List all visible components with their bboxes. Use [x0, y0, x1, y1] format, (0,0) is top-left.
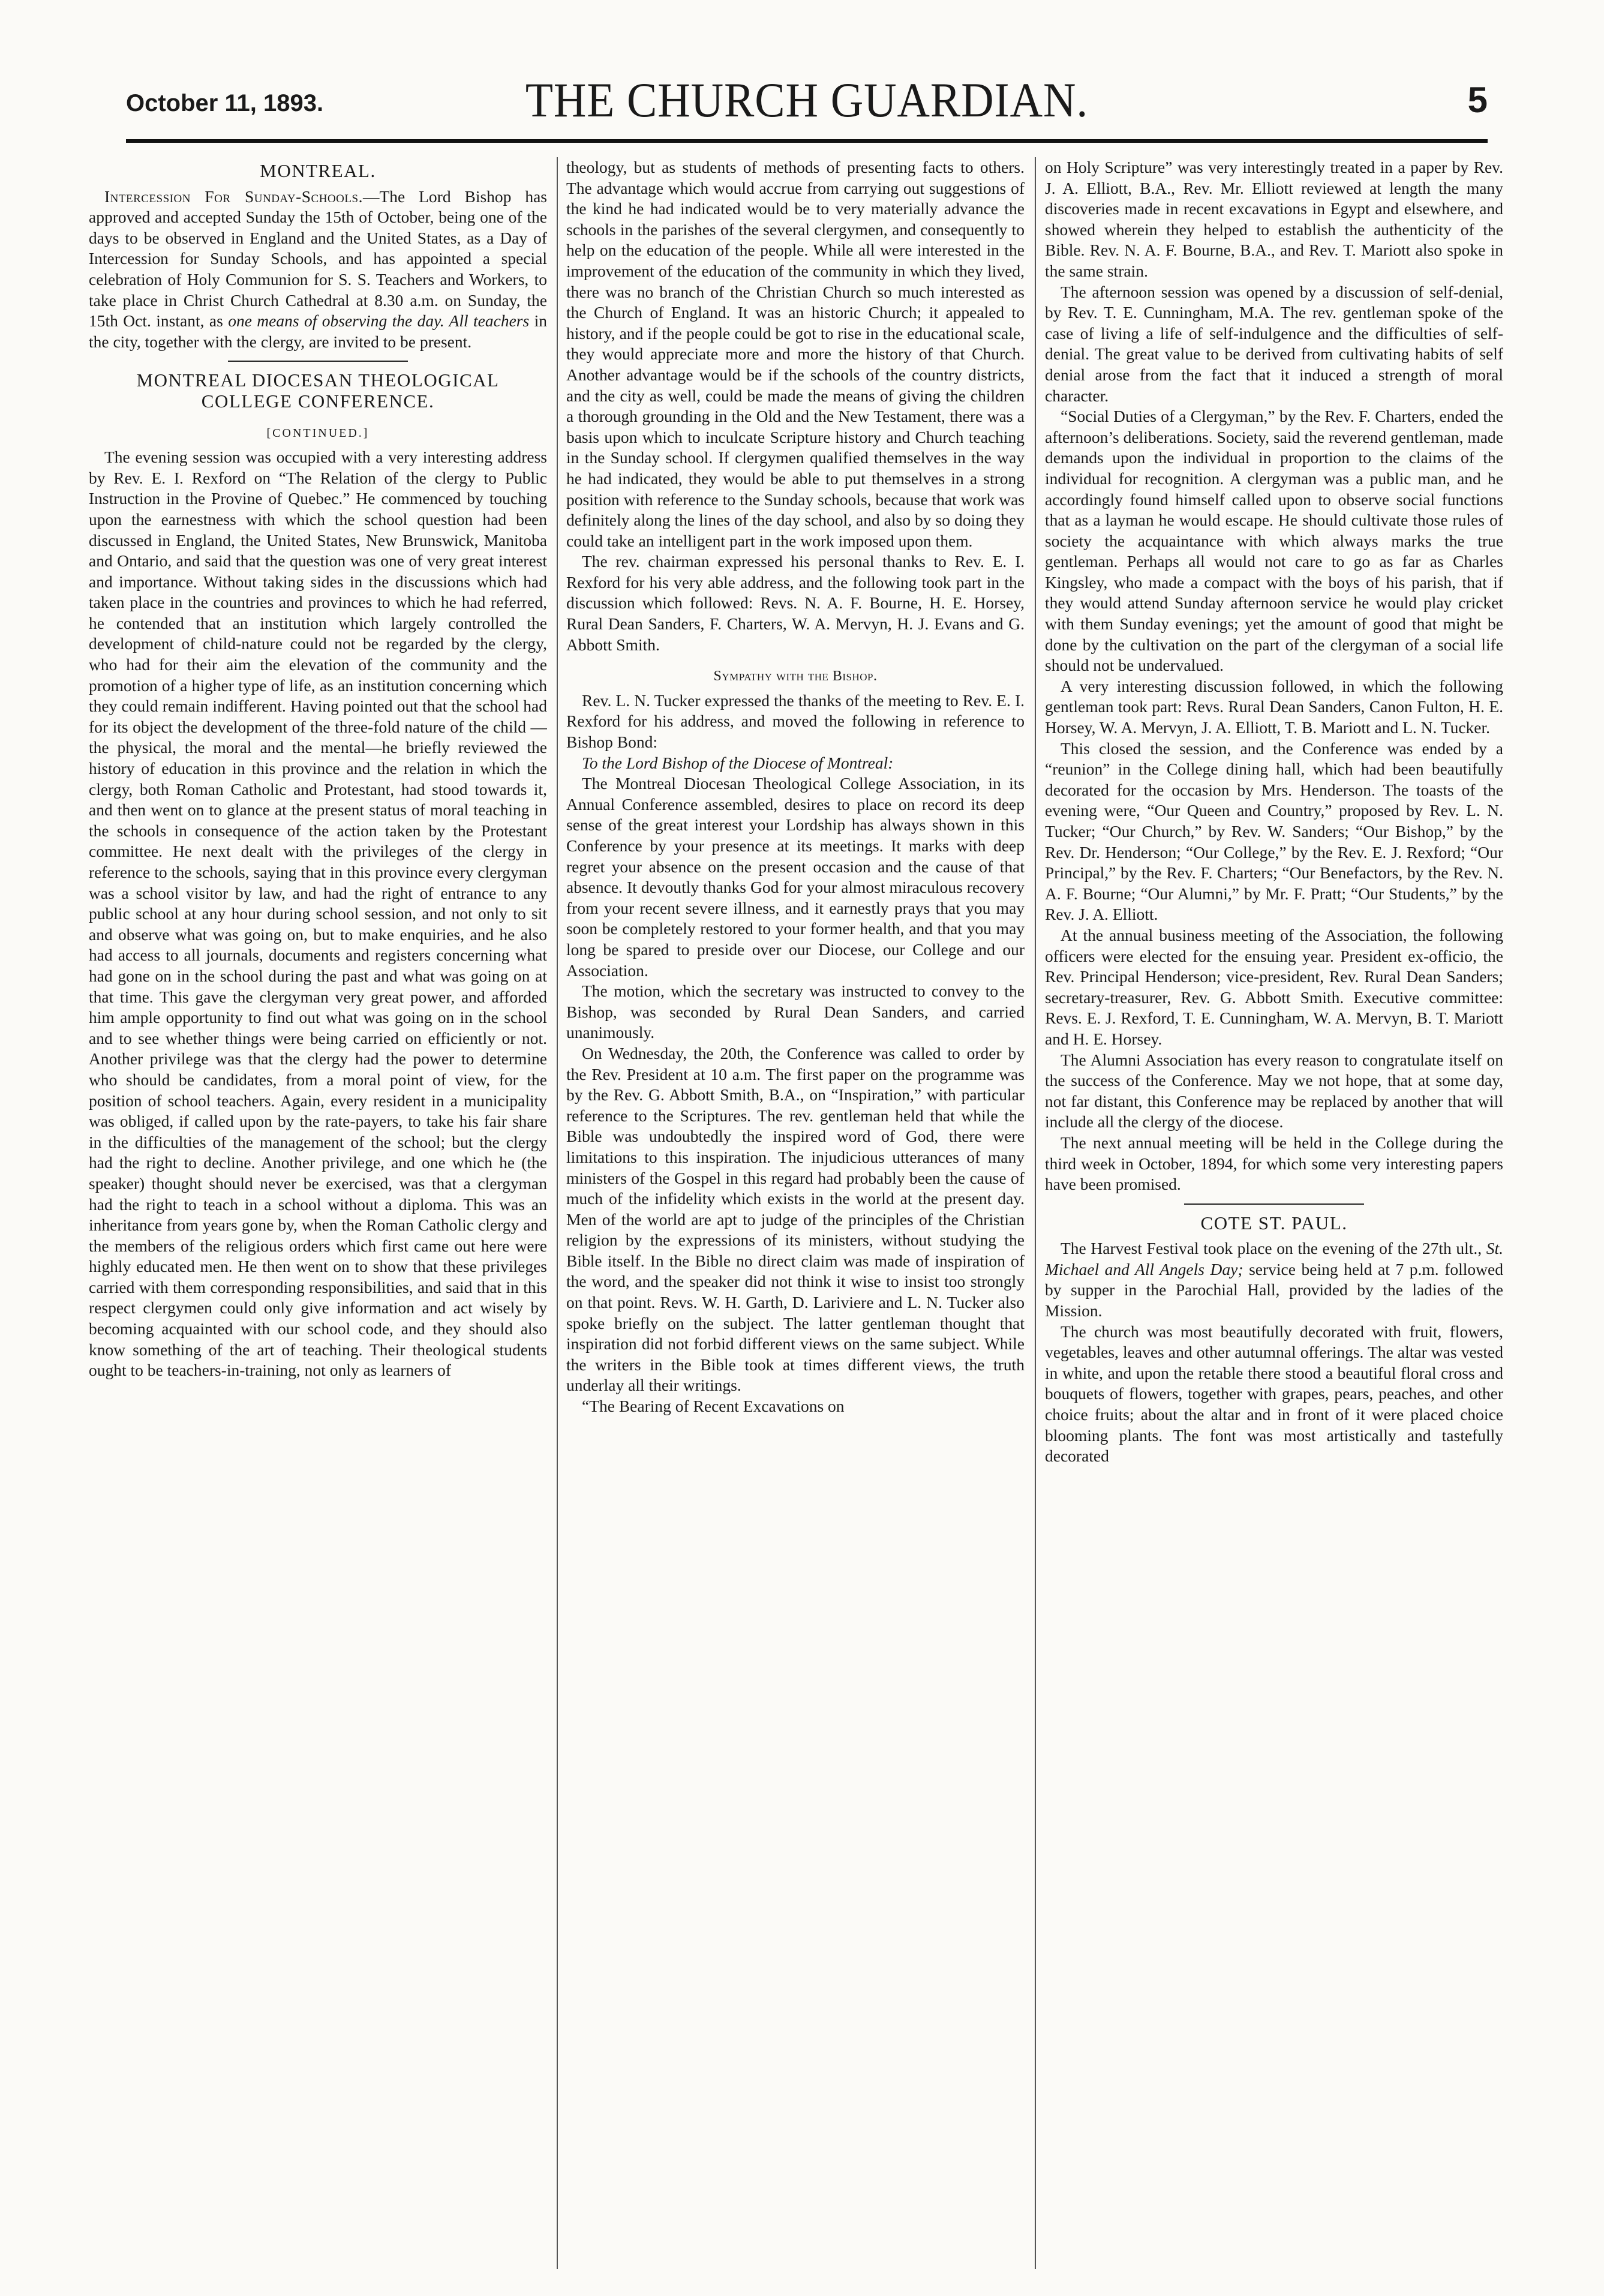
article-paragraph: On Wednesday, the 20th, the Conference was called to order by the Rev. President at 10 a.m. The first paper on the programme was by the Rev. G. Abbott Smith, B.A., on “Inspiration,” with particular reference to the Scriptures. The rev. gentleman held that while the Bible was undoubtedly the inspired word of God, there were limitations to this inspiration. The injudicious utterances of many ministers of the Gospel in this regard had probably been the cause of much of the infidelity which exists in the world at the present day. Men of the world are apt to judge of the principles of the Christian religion by the expressions of its ministers, without studying the Bible itself. In the Bible no direct claim was made of inspiration of the word, and the speaker did not think it wise to insist too strongly on that point. Revs. W. H. Garth, D. Lariviere and L. N. Tucker also spoke briefly on the subject. The latter gentleman thought that inspiration did not forbid different views on the same subject. While the writers in the Bible took at times different views, the truth underlay all their writings.	[566, 1043, 1025, 1395]
article-paragraph: “The Bearing of Recent Excavations on	[582, 1397, 845, 1416]
paragraph-lead: Intercession For Sunday-Schools.	[104, 187, 363, 206]
article-paragraph: The rev. chairman expressed his personal thanks to Rev. E. I. Rexford for his very able address, and the following took part in the discussion which followed: Revs. N. A. F. Bourne, H. E. Horsey, Rural Dean Sanders, F. Charters, W. A. Mervyn, H. J. Evans and G. Abbott Smith.	[566, 552, 1025, 654]
section-rule	[1184, 1203, 1364, 1205]
column-3	[1045, 157, 1503, 2269]
article-paragraph: The motion, which the secretary was instructed to convey to the Bishop, was seconded by Rural Dean Sanders, and carried unanimously.	[566, 982, 1025, 1042]
column-1	[89, 157, 547, 2269]
article-paragraph: The evening session was occupied with a very interesting address by Rev. E. I. Rexford on “The Relation of the clergy to Public Instruction in the Provine of Quebec.” He commenced by touching upon the earnestness with which the school question had been discussed in England, the United States, New Brunswick, Manitoba and Ontario, and said that the question was one of very great interest and importance. Without taking sides in the discussions which had taken place in the countries and provinces to which he had referred, he contended that an institution which largely controlled the development of child-nature could not be regarded by the clergy, who had for their aim the elevation of the community and the promotion of a higher type of life, as an institution concerning which they could remain indifferent. Having pointed out that the school had for its object the development of the three-fold nature of the child —the physical, the moral and the mental—he briefly reviewed the history of education in this province and the relation in which the clergy, both Roman Catholic and Protestant, had stood towards it, and then went on to glance at the present status of moral teaching in the schools in consequence of the action taken by the Protestant committee. He next dealt with the privileges of the clergy in reference to the schools, saying that in this province every clergyman was a school visitor by law, and had the right of entrance to any public school at any hour during school session, and not only to sit and observe what was going on, but to make enquiries, and he also had access to all journals, documents and registers concerning what had gone on in the school during the past and what was going on at that time. This gave the clergyman very great power, and afforded him ample opportunity to find out what was going on in the school and to see whether things were being carried on efficiently or not. Another privilege was that the clergy had the power to determine who should be candidates, from a moral point of view, for the position of school teachers. Again, every resident in a municipality was obliged, if called upon by the rate-payers, to take his fair share in the difficulties of the management of the school; but the clergy had the right to decline. Another privilege, and one which he (the speaker) thought should never be exercised, was that a clergyman had the right to teach in a school without a diploma. This was an inheritance from years gone by, when the Roman Catholic clergy and the members of the religious orders which first came out here were highly educated men. He then went on to show that these privileges carried with them corresponding responsibilities, and said that in this respect clergymen could only give information and act wisely by becoming acquainted with our school code, and they should also know something of the art of teaching. Their theological students ought to be teachers-in-training, not only as learners of	[89, 448, 547, 1380]
article-paragraph: The Alumni Association has every reason to congratulate itself on the success of the Conference. May we not hope, that at some day, not far distant, this Conference may be replaced by another that will include all the clergy of the diocese.	[1045, 1050, 1503, 1132]
section-heading-cote-st-paul: COTE ST. PAUL.	[1200, 1212, 1348, 1233]
article-paragraph: “Social Duties of a Clergyman,” by the Rev. F. Charters, ended the afternoon’s deliberations. Society, said the reverend gentleman, made demands upon the individual in proportion to the claims of the individual for recognition. A clergyman was a public man, and he accordingly found himself called upon to observe social functions that as a layman he would escape. He should cultivate those rules of society the acquaintance with which always marks the true gentleman. Perhaps all would not care to go as far as Charles Kingsley, who made a compact with the boys of his parish, that if they would attend Sunday afternoon service he would play cricket with them Sunday evenings; yet the amount of good that might be done by the cultivation on the part of the clergyman of a social life should not be undervalued.	[1045, 407, 1503, 675]
article-paragraph: This closed the session, and the Conference was ended by a “reunion” in the College dining hall, which had been beautifully decorated for the occasion by Mrs. Henderson. The toasts of the evening were, “Our Queen and Country,” proposed by Rev. L. N. Tucker; “Our Church,” by Rev. W. Sanders; “Our Bishop,” by the Rev. Dr. Henderson; “Our College,” by the Rev. E. J. Rexford; “Our Principal,” by the Rev. F. Charters; “Our Benefactors, by the Rev. N. A. F. Bourne; “Our Alumni,” by Mr. F. Pratt; “Our Students,” by the Rev. J. A. Elliott.	[1045, 739, 1503, 924]
article-paragraph: At the annual business meeting of the Association, the following officers were elected for the ensuing year. President ex-officio, the Rev. Principal Henderson; vice-president, Rev. Rural Dean Sanders; secretary-treasurer, Rev. G. Abbott Smith. Executive committee: Revs. E. J. Rexford, T. E. Cunningham, W. A. Mervyn, B. T. Mariott and H. E. Horsey.	[1045, 925, 1503, 1048]
article-paragraph: theology, but as students of methods of presenting facts to others. The advantage which would accrue from carrying out suggestions of the kind he had indicated would be to very materially advance the schools in the parishes of the several clergymen, and consequently to help on the education of the people. While all were interested in the improvement of the education of the community in which they lived, there was no branch of the Christian Church so much interested as the Church of England. It was an historic Church; it appealed to history, and if the people could be got to rise in the educational scale, they would appreciate more and more the history of that Church. Another advantage would be if the schools of the country districts, and the city as well, could be made the means of giving the children a thorough grounding in the Old and the New Testament, there was a basis upon which to inculcate Scripture history and Church teaching in the Sunday school. If clergymen qualified themselves in the way he had indicated, they would be able to put themselves in a strong position with reference to the Sunday schools, because that work was definitely along the lines of the day school, and also by so doing they could take an intelligent part in the work imposed upon them.	[566, 158, 1025, 550]
header-rule	[126, 139, 1488, 143]
column-2	[566, 157, 1025, 2269]
newspaper-title: THE CHURCH GUARDIAN.	[525, 73, 1089, 127]
subheading-sympathy: Sympathy with the Bishop.	[713, 668, 878, 685]
column-divider	[1035, 157, 1036, 2269]
article-paragraph: The afternoon session was opened by a discussion of self-denial, by Rev. T. E. Cunningham, M.A. The rev. gentleman spoke of the case of living a life of self-indulgence and the difficulties of self-denial. The great value to be derived from cultivating habits of self denial arose from the fact that it induced a strength of moral character.	[1045, 282, 1503, 405]
article-paragraph: The church was most beautifully decorated with fruit, flowers, vegetables, leaves and other autumnal offerings. The altar was vested in white, and upon the retable there stood a beautiful floral cross and bouquets of flowers, together with grapes, pears, peaches, and other choice fruits; about the altar and in front of it were placed choice blooming plants. The font was most artistically and tastefully decorated	[1045, 1322, 1503, 1466]
issue-date: October 11, 1893.	[126, 90, 324, 116]
address-line: To the Lord Bishop of the Diocese of Montreal:	[582, 753, 894, 772]
article-paragraph: Intercession For Sunday-Schools.—The Lord Bishop has approved and accepted Sunday the 15th of October, being one of the days to be observed in England and the United States, as a Day of Intercession for Sunday Schools, and has appointed a special celebration of Holy Communion for S. S. Teachers and Workers, to take place in Christ Church Cathedral at 8.30 a.m. on Sunday, the 15th Oct. instant, as one means of observing the day. All teachers in the city, together with the clergy, are invited to be present.	[89, 187, 547, 351]
section-rule	[228, 361, 408, 362]
section-heading-montreal: MONTREAL.	[260, 160, 376, 181]
continued-label: [CONTINUED.]	[266, 426, 370, 440]
article-paragraph: The Harvest Festival took place on the evening of the 27th ult., St. Michael and All Angels Day; service being held at 7 p.m. followed by supper in the Parochial Hall, provided by the ladies of the Mission.	[1045, 1239, 1503, 1320]
article-paragraph: A very interesting discussion followed, in which the following gentleman took part: Revs. Rural Dean Sanders, Canon Fulton, H. E. Horsey, W. A. Mervyn, J. A. Elliott, T. B. Mariott and L. N. Tucker.	[1045, 676, 1503, 737]
column-divider	[557, 157, 558, 2269]
section-heading-conference: MONTREAL DIOCESAN THEOLOGICAL COLLEGE CONFERENCE.	[136, 370, 500, 412]
page-number: 5	[1467, 80, 1488, 120]
article-paragraph: The next annual meeting will be held in the College during the third week in October, 1894, for which some very interesting papers have been promised.	[1045, 1133, 1503, 1194]
article-paragraph: The Montreal Diocesan Theological College Association, in its Annual Conference assembled, desires to place on record its deep sense of the great interest your Lordship has always shown in this Conference by your presence at its meetings. It marks with deep regret your absence on the present occasion and the cause of that absence. It devoutly thanks God for your almost miraculous recovery from your recent severe illness, and it earnestly prays that you may soon be completely restored to your former health, and that you may long be spared to preside over our Diocese, our College and our Association.	[566, 774, 1025, 980]
article-paragraph: on Holy Scripture” was very interestingly treated in a paper by Rev. J. A. Elliott, B.A., Rev. Mr. Elliott reviewed at length the many discoveries made in recent excavations in Egypt and elsewhere, and showed wherein they helped to establish the authenticity of the Bible. Rev. N. A. F. Bourne, B.A., and Rev. T. Mariott also spoke in the same strain.	[1045, 158, 1503, 280]
article-paragraph: Rev. L. N. Tucker expressed the thanks of the meeting to Rev. E. I. Rexford for his address, and moved the following in reference to Bishop Bond:	[566, 691, 1025, 752]
masthead	[126, 72, 1488, 138]
